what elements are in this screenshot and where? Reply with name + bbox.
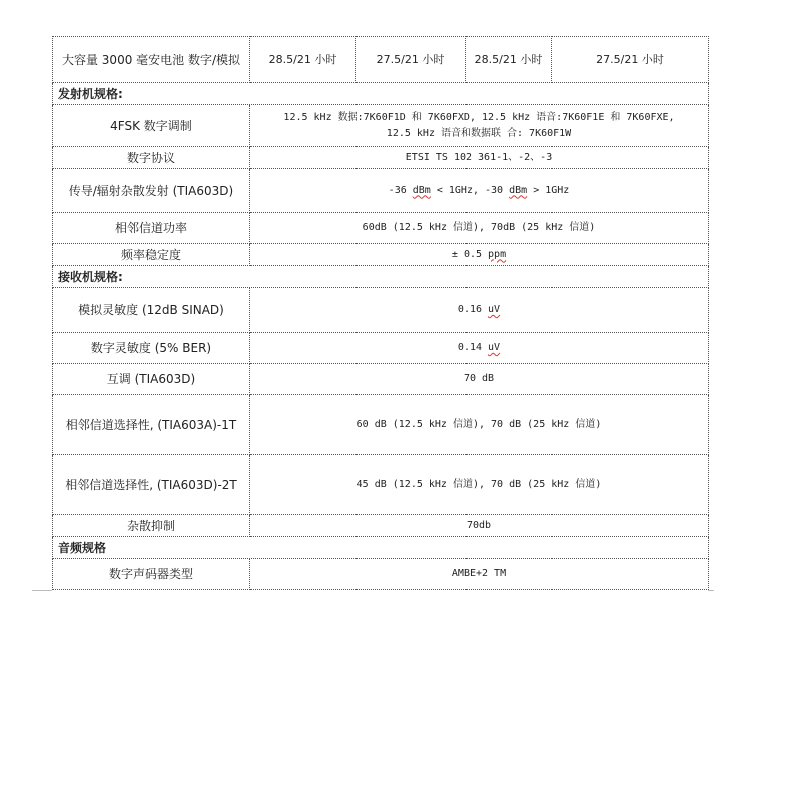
battery-row bbox=[53, 37, 709, 83]
value-text: 0.14 bbox=[457, 342, 489, 353]
value-text: > 1GHz bbox=[527, 184, 570, 196]
table-row bbox=[53, 364, 709, 395]
value-unit: uV bbox=[488, 342, 501, 353]
spec-value: ETSI TS 102 361-1、-2、-3 bbox=[250, 147, 709, 169]
table-row bbox=[53, 559, 709, 590]
audio-heading-row bbox=[53, 537, 709, 559]
table-row bbox=[53, 288, 709, 333]
value-text: ± 0.5 bbox=[451, 248, 489, 260]
table-row bbox=[53, 169, 709, 213]
value-text: -36 bbox=[388, 184, 413, 196]
table-row bbox=[53, 213, 709, 244]
receiver-heading-row bbox=[53, 266, 709, 288]
value-unit: dBm bbox=[412, 184, 431, 196]
battery-value-1: 28.5/21 小时 bbox=[250, 37, 356, 83]
spec-value: 70 dB bbox=[250, 364, 709, 395]
transmitter-heading-row bbox=[53, 83, 709, 105]
value-text: < 1GHz, -30 bbox=[430, 184, 510, 196]
value-unit: uV bbox=[488, 304, 501, 315]
spec-value bbox=[250, 333, 709, 364]
page-margin-mark-right bbox=[708, 590, 714, 592]
page-margin-mark-left bbox=[32, 590, 52, 592]
spec-label: 相邻信道功率 bbox=[53, 213, 250, 244]
spec-value bbox=[250, 105, 709, 147]
spec-value: AMBE+2 TM bbox=[250, 559, 709, 590]
spec-document bbox=[52, 36, 708, 590]
spec-value-line: 12.5 kHz 数据:7K60F1D 和 7K60FXD, 12.5 kHz 语音:7K60F1E 和 7K60FXE, bbox=[283, 111, 675, 123]
spec-label: 4FSK 数字调制 bbox=[53, 105, 250, 147]
value-unit: ppm bbox=[488, 248, 507, 260]
spec-value bbox=[250, 169, 709, 213]
spec-value: 60dB (12.5 kHz 信道), 70dB (25 kHz 信道) bbox=[250, 213, 709, 244]
spec-table bbox=[52, 36, 709, 590]
value-text: 0.16 bbox=[457, 304, 489, 315]
table-row bbox=[53, 515, 709, 537]
spec-value: 45 dB (12.5 kHz 信道), 70 dB (25 kHz 信道) bbox=[250, 455, 709, 515]
spec-value bbox=[250, 288, 709, 333]
table-row bbox=[53, 244, 709, 266]
battery-label: 大容量 3000 毫安电池 数字/模拟 bbox=[53, 37, 250, 83]
value-unit: dBm bbox=[509, 184, 528, 196]
spec-value: 60 dB (12.5 kHz 信道), 70 dB (25 kHz 信道) bbox=[250, 395, 709, 455]
spec-label: 频率稳定度 bbox=[53, 244, 250, 266]
spec-value bbox=[250, 244, 709, 266]
table-row bbox=[53, 147, 709, 169]
table-row bbox=[53, 105, 709, 147]
spec-value-line: 12.5 kHz 语音和数据联 合: 7K60F1W bbox=[386, 127, 572, 139]
table-row bbox=[53, 333, 709, 364]
spec-label: 数字协议 bbox=[53, 147, 250, 169]
battery-value-2: 27.5/21 小时 bbox=[356, 37, 466, 83]
audio-heading: 音频规格 bbox=[53, 537, 709, 559]
spec-value: 70db bbox=[250, 515, 709, 537]
spec-label: 传导/辐射杂散发射 (TIA603D) bbox=[53, 169, 250, 213]
spec-label: 相邻信道选择性, (TIA603D)-2T bbox=[53, 455, 250, 515]
battery-value-3: 28.5/21 小时 bbox=[466, 37, 552, 83]
spec-label: 数字声码器类型 bbox=[53, 559, 250, 590]
receiver-heading: 接收机规格: bbox=[53, 266, 709, 288]
table-row bbox=[53, 455, 709, 515]
spec-label: 模拟灵敏度 (12dB SINAD) bbox=[53, 288, 250, 333]
spec-label: 杂散抑制 bbox=[53, 515, 250, 537]
transmitter-heading: 发射机规格: bbox=[53, 83, 709, 105]
spec-label: 相邻信道选择性, (TIA603A)-1T bbox=[53, 395, 250, 455]
spec-label: 互调 (TIA603D) bbox=[53, 364, 250, 395]
battery-value-4: 27.5/21 小时 bbox=[552, 37, 709, 83]
spec-label: 数字灵敏度 (5% BER) bbox=[53, 333, 250, 364]
table-row bbox=[53, 395, 709, 455]
